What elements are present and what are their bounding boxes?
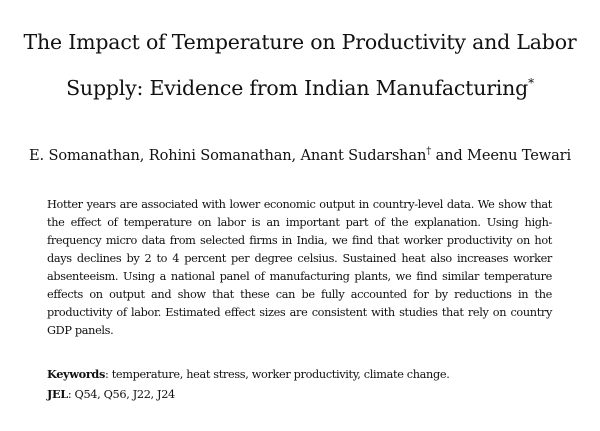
keywords-label: Keywords [47,367,105,381]
author-list [0,146,600,166]
abstract [47,196,552,340]
paper-title-line-1: The Impact of Temperature on Productivity and Labor [23,30,577,54]
authors-text-after-mark: and Meenu Tewari [431,147,571,164]
paper-title-line-2 [0,76,600,100]
abstract-text: Hotter years are associated with lower economic output in country-level data. We show that the effect of temperature on labor is an important part of the explanation. Using high-frequency micro data from selected firms in India, we find that worker productivity on hot days declines by 2 to 4 percent per degree celsius. Sustained heat also increases worker absenteeism. Using a national panel of manufacturing plants, we find similar temperature effects on output and show that these can be fully accounted for by reductions in the productivity of labor. Estimated effect sizes are consistent with studies that rely on country GDP panels. [47,198,552,337]
title-footnote-mark: * [528,76,534,90]
keywords-text: : temperature, heat stress, worker productivity, climate change. [105,368,450,381]
authors-text-before-mark: E. Somanathan, Rohini Somanathan, Anant Sudarshan [29,147,427,164]
jel-line [47,385,557,404]
jel-text: : Q54, Q56, J22, J24 [67,388,175,401]
paper-title-line-2-text: Supply: Evidence from Indian Manufacturing [66,76,529,100]
jel-label: JEL [47,387,68,401]
keywords-line [47,365,557,384]
author-footnote-mark: † [426,146,432,157]
